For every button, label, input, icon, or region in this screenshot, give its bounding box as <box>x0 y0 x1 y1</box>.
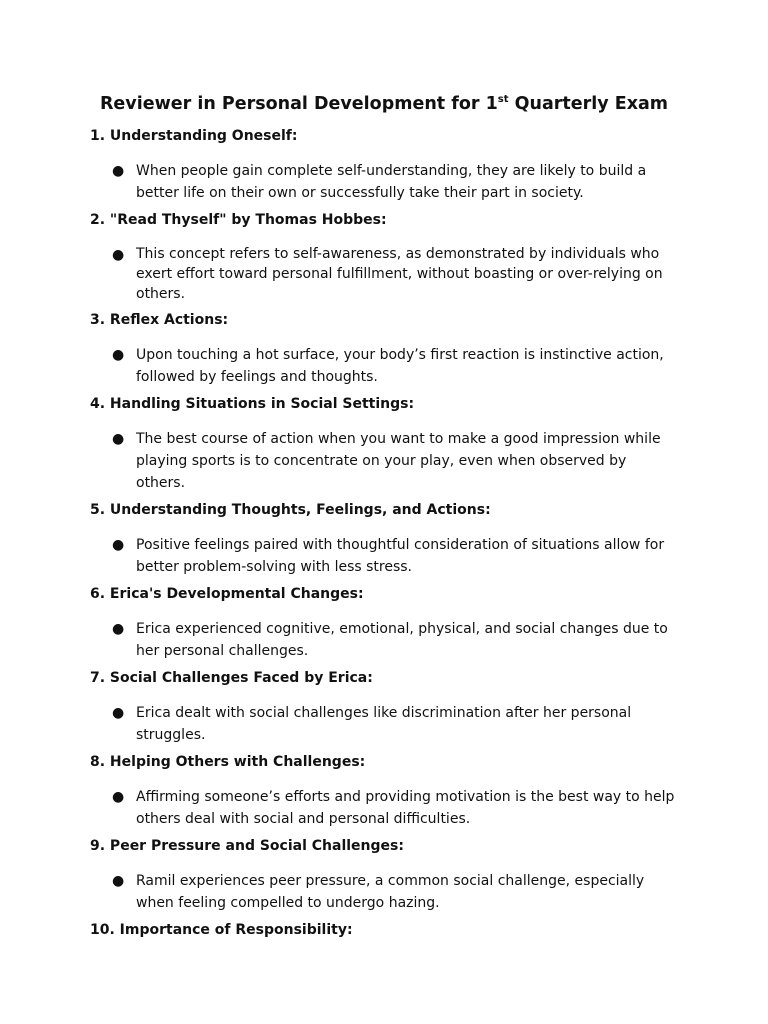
section-heading: 10. Importance of Responsibility: <box>90 922 353 938</box>
section-heading: 4. Handling Situations in Social Settings: <box>90 396 415 412</box>
bullet-item <box>90 344 678 388</box>
bullet-dot-icon: ● <box>112 431 125 447</box>
section-2 <box>90 210 678 304</box>
section-heading: 7. Social Challenges Faced by Erica: <box>90 670 373 686</box>
bullet-dot-icon: ● <box>112 789 125 805</box>
page-title-superscript: st <box>497 94 509 105</box>
bullet-text: When people gain complete self-understanding, they are likely to build a better life on their own or successfully take their part in society. <box>136 163 647 201</box>
section-heading: 8. Helping Others with Challenges: <box>90 754 366 770</box>
section-heading: 3. Reflex Actions: <box>90 312 229 328</box>
bullet-dot-icon: ● <box>112 705 125 721</box>
bullet-item <box>90 244 678 304</box>
section-heading: 9. Peer Pressure and Social Challenges: <box>90 838 404 854</box>
bullet-item <box>90 702 678 746</box>
section-list <box>90 126 678 940</box>
section-3 <box>90 310 678 388</box>
bullet-text: Upon touching a hot surface, your body’s first reaction is instinctive action, followed by feelings and thoughts. <box>136 347 664 385</box>
bullet-text: Erica dealt with social challenges like discrimination after her personal struggles. <box>136 705 632 743</box>
bullet-text: Erica experienced cognitive, emotional, physical, and social changes due to her personal challenges. <box>136 621 668 659</box>
page-title <box>90 92 678 116</box>
bullet-dot-icon: ● <box>112 247 125 263</box>
section-5 <box>90 500 678 578</box>
bullet-item <box>90 160 678 204</box>
bullet-dot-icon: ● <box>112 163 125 179</box>
bullet-dot-icon: ● <box>112 621 125 637</box>
section-9 <box>90 836 678 914</box>
bullet-item <box>90 618 678 662</box>
bullet-text: Ramil experiences peer pressure, a common social challenge, especially when feeling compelled to undergo hazing. <box>136 873 645 911</box>
section-7 <box>90 668 678 746</box>
section-4 <box>90 394 678 494</box>
bullet-text: Affirming someone’s efforts and providing motivation is the best way to help others deal with social and personal difficulties. <box>136 789 675 827</box>
bullet-text: The best course of action when you want to make a good impression while playing sports is to concentrate on your play, even when observed by others. <box>136 431 661 491</box>
page-title-suffix: Quarterly Exam <box>508 94 669 114</box>
section-10 <box>90 920 678 940</box>
bullet-dot-icon: ● <box>112 873 125 889</box>
section-heading: 1. Understanding Oneself: <box>90 128 298 144</box>
bullet-item <box>90 870 678 914</box>
bullet-dot-icon: ● <box>112 537 125 553</box>
section-heading: 6. Erica's Developmental Changes: <box>90 586 364 602</box>
section-8 <box>90 752 678 830</box>
bullet-text: Positive feelings paired with thoughtful consideration of situations allow for better problem-solving with less stress. <box>136 537 665 575</box>
bullet-text: This concept refers to self-awareness, as demonstrated by individuals who exert effort toward personal fulfillment, without boasting or over-relying on others. <box>136 246 663 302</box>
bullet-dot-icon: ● <box>112 347 125 363</box>
section-heading: 2. "Read Thyself" by Thomas Hobbes: <box>90 212 387 228</box>
bullet-item <box>90 428 678 494</box>
bullet-item <box>90 786 678 830</box>
page-title-text: Reviewer in Personal Development for 1 <box>99 94 498 114</box>
section-6 <box>90 584 678 662</box>
section-1 <box>90 126 678 204</box>
bullet-item <box>90 534 678 578</box>
section-heading: 5. Understanding Thoughts, Feelings, and Actions: <box>90 502 491 518</box>
